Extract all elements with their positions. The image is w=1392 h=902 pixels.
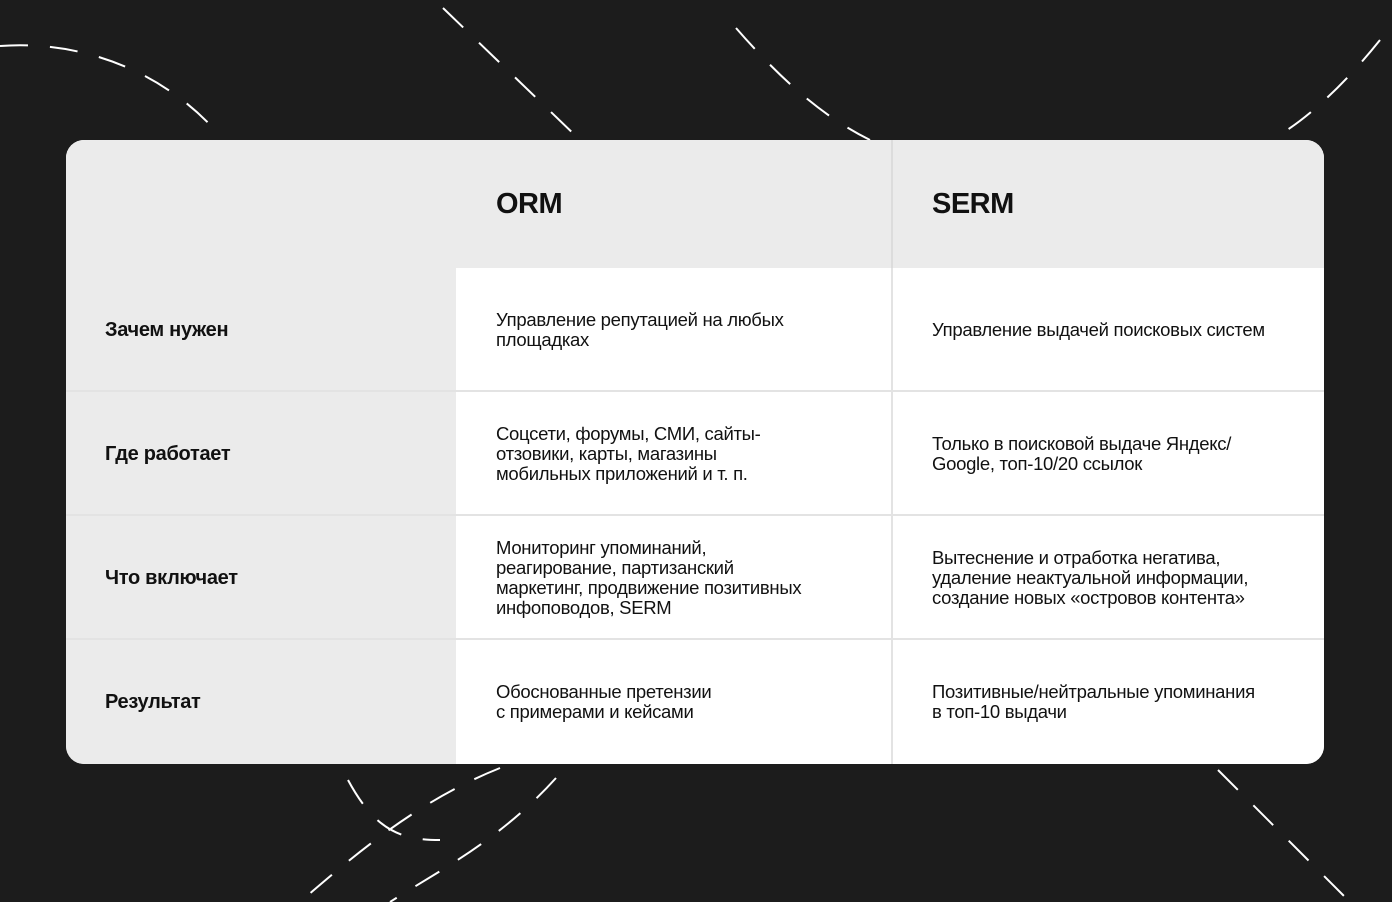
row-label-cell <box>66 640 456 764</box>
dashed-line-bottom-left-2 <box>390 778 556 902</box>
orm-cell <box>456 268 891 392</box>
row-label: Что включает <box>105 566 238 589</box>
serm-text: Управление выдачей поисковых систем <box>932 319 1265 340</box>
header-orm-cell <box>456 140 891 268</box>
dashed-line-top-right <box>1270 40 1380 140</box>
serm-text: Вытеснение и отработка негатива, удаление неактуальной информации, создание новых «островов контента» <box>932 547 1249 608</box>
dashed-curve-bottom-left <box>348 780 440 840</box>
row-label-cell <box>66 392 456 516</box>
serm-cell <box>891 640 1324 764</box>
row-label: Результат <box>105 690 201 713</box>
dashed-line-bottom-right <box>1218 770 1350 902</box>
orm-cell <box>456 640 891 764</box>
orm-text: Соцсети, форумы, СМИ, сайты- отзовики, карты, магазины мобильных приложений и т. п. <box>496 423 761 484</box>
header-empty-cell <box>66 140 456 268</box>
row-label-cell <box>66 268 456 392</box>
serm-text: Позитивные/нейтральные упоминания в топ-10 выдачи <box>932 681 1255 722</box>
orm-text: Мониторинг упоминаний, реагирование, партизанский маркетинг, продвижение позитивных инфоповодов, SERM <box>496 537 802 618</box>
table-header-row <box>66 140 1324 268</box>
dashed-line-top-center-1 <box>443 8 580 140</box>
table-row <box>66 392 1324 516</box>
serm-cell <box>891 516 1324 640</box>
orm-text: Обоснованные претензии с примерами и кейсами <box>496 681 712 722</box>
comparison-table <box>66 140 1324 764</box>
header-orm: ORM <box>496 188 563 220</box>
orm-text: Управление репутацией на любых площадках <box>496 309 784 350</box>
header-serm-cell <box>891 140 1324 268</box>
table-row <box>66 268 1324 392</box>
serm-text: Только в поисковой выдаче Яндекс/ Google, топ-10/20 ссылок <box>932 433 1232 474</box>
orm-cell <box>456 516 891 640</box>
orm-cell <box>456 392 891 516</box>
serm-cell <box>891 268 1324 392</box>
dashed-line-top-center-2 <box>736 28 870 140</box>
row-label: Где работает <box>105 442 231 465</box>
table-row <box>66 516 1324 640</box>
row-label: Зачем нужен <box>105 318 229 341</box>
serm-cell <box>891 392 1324 516</box>
row-label-cell <box>66 516 456 640</box>
dashed-curve-top-left <box>0 45 215 130</box>
table-row <box>66 640 1324 764</box>
header-serm: SERM <box>932 188 1014 220</box>
